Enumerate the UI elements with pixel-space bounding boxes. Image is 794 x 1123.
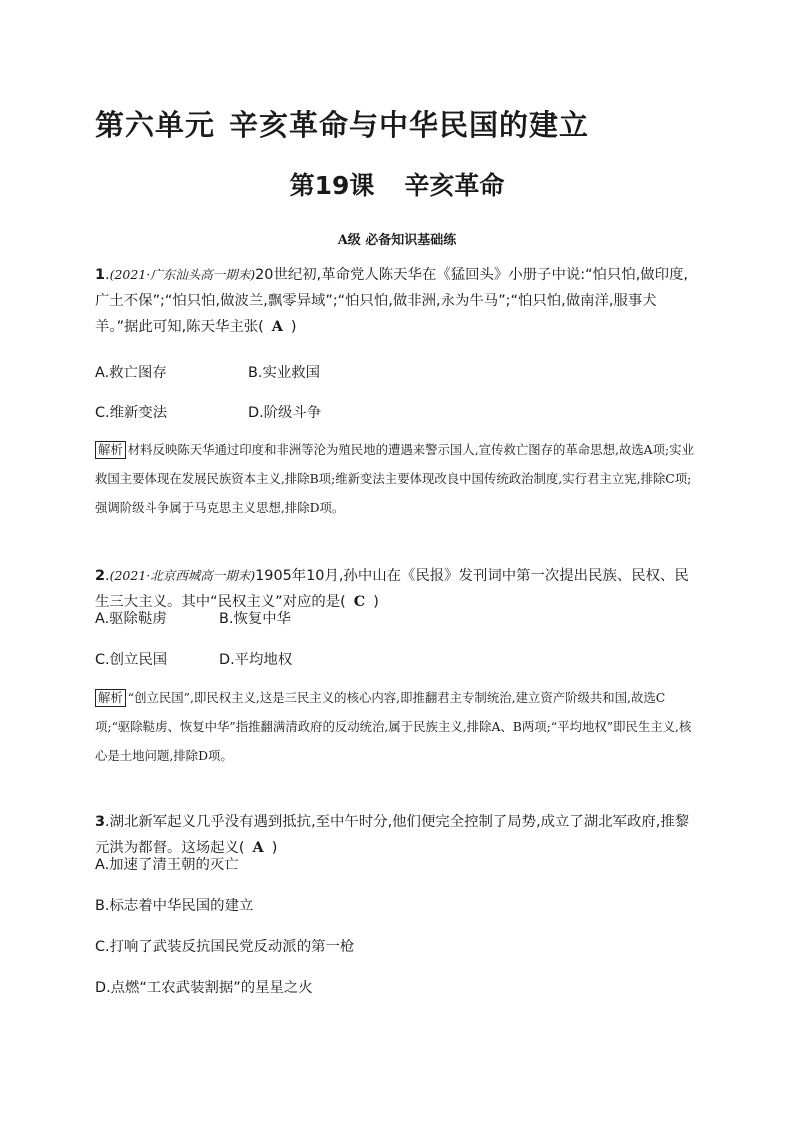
question-source: (2021·广东汕头高一期末) [109, 267, 256, 282]
question-number: 2 [95, 568, 106, 584]
question-3-stem: 3.湖北新军起义几乎没有遇到抵抗,至中午时分,他们便完全控制了局势,成立了湖北军政府,推黎元洪为都督。这场起义( A ) [95, 814, 690, 856]
option-b: B.恢复中华 [219, 611, 292, 627]
option-d: D.平均地权 [219, 652, 293, 668]
question-number: 1 [95, 267, 106, 283]
option-a: A.加速了清王朝的灭亡 [95, 857, 239, 873]
section-title: A级 必备知识基础练 [337, 233, 457, 248]
option-a: A.救亡图存 [95, 365, 167, 381]
explanation-2 [95, 683, 700, 770]
explanation-tag: 解析 [95, 689, 126, 707]
option-a: A.驱除鞑虏 [95, 611, 167, 627]
explanation-tag: 解析 [95, 441, 126, 459]
option-c: C.打响了武装反抗国民党反动派的第一枪 [95, 939, 355, 955]
lesson-number: 第19课 [289, 171, 375, 200]
question-1-stem: 1.(2021·广东汕头高一期末)20世纪初,革命党人陈天华在《猛回头》小册子中说:“怕只怕,做印度,广土不保”;“怕只怕,做波兰,飘零异域”;“怕只怕,做非洲,永为牛马”;“怕只怕,做南洋,服事犬羊。”据此可知,陈天华主张( A ) [95, 267, 689, 335]
question-text: 20世纪初,革命党人陈天华在《猛回头》小册子中说:“怕只怕,做印度,广土不保”;“怕只怕,做波兰,飘零异域”;“怕只怕,做非洲,永为牛马”;“怕只怕,做南洋,服事犬羊。”据此可知,陈天华主张( [95, 267, 689, 335]
question-source: (2021·北京西城高一期末) [109, 568, 256, 583]
question-text: 1905年10月,孙中山在《民报》发刊词中第一次提出民族、民权、民生三大主义。其中“民权主义”对应的是( [95, 568, 689, 610]
option-c: C.创立民国 [95, 652, 168, 668]
unit-title [95, 103, 589, 144]
explanation-1 [95, 435, 700, 522]
question-2-stem: 2.(2021·北京西城高一期末)1905年10月,孙中山在《民报》发刊词中第一次提出民族、民权、民生三大主义。其中“民权主义”对应的是( C ) [95, 568, 689, 610]
question-number: 3 [95, 814, 106, 830]
lesson-title [0, 166, 794, 202]
explanation-text: 材料反映陈天华通过印度和非洲等沦为殖民地的遭遇来警示国人,宣传救亡图存的革命思想,故选A项;实业救国主要体现在发展民族资本主义,排除B项;维新变法主要体现改良中国传统政治制度,实行君主立宪,排除C项;强调阶级斗争属于马克思主义思想,排除D项。 [95, 442, 694, 515]
option-d: D.阶级斗争 [248, 405, 322, 421]
answer-letter: A [252, 839, 264, 856]
option-b: B.实业救国 [248, 365, 321, 381]
unit-name: 辛亥革命与中华民国的建立 [229, 108, 590, 142]
question-text: 湖北新军起义几乎没有遇到抵抗,至中午时分,他们便完全控制了局势,成立了湖北军政府,推黎元洪为都督。这场起义( [95, 814, 690, 856]
answer-letter: A [271, 318, 283, 335]
lesson-name: 辛亥革命 [404, 171, 505, 200]
option-b: B.标志着中华民国的建立 [95, 898, 254, 914]
option-c: C.维新变法 [95, 405, 168, 421]
unit-number: 第六单元 [95, 108, 216, 142]
option-d: D.点燃“工农武装割据”的星星之火 [95, 980, 313, 996]
explanation-text: “创立民国”,即民权主义,这是三民主义的核心内容,即推翻君主专制统治,建立资产阶级共和国,故选C项;“驱除鞑虏、恢复中华”指推翻满清政府的反动统治,属于民族主义,排除A、B两项;“平均地权”即民生主义,核心是土地问题,排除D项。 [95, 690, 692, 763]
answer-letter: C [353, 593, 366, 610]
